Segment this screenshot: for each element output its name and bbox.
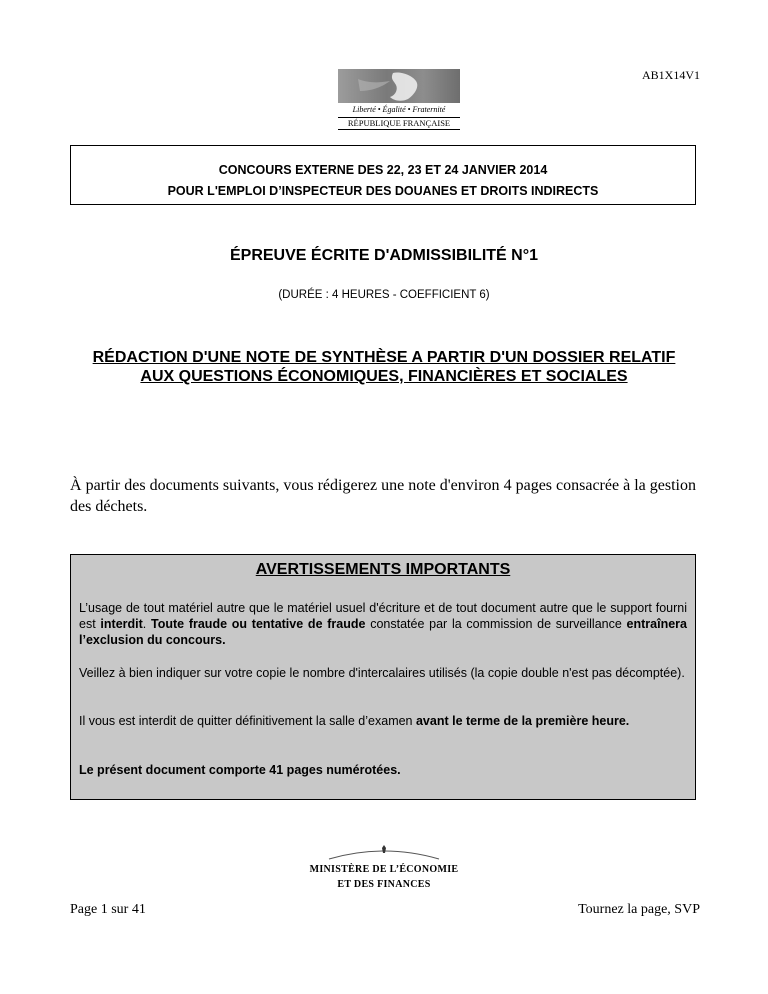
ministere-logo <box>0 845 768 891</box>
avertissement-intercalaires: Veillez à bien indiquer sur votre copie le nombre d'intercalaires utilisés (la copie double n'est pas décomptée). <box>79 666 685 680</box>
avertissement-materiel: L’usage de tout matériel autre que le matériel usuel d'écriture et de tout document autre que le support fourni est interdit. Toute fraude ou tentative de fraude constatée par la commission de surveillance entraînera l’exclusion du concours. <box>79 601 687 647</box>
turn-page-note: Tournez la page, SVP <box>578 902 700 917</box>
avertissements-title: AVERTISSEMENTS IMPORTANTS <box>255 561 511 578</box>
document-code: AB1X14V1 <box>641 68 700 82</box>
logo-motto: Liberté • Égalité • Fraternité <box>352 105 446 114</box>
intro-paragraph: À partir des documents suivants, vous rédigerez une note d'environ 4 pages consacrée à la gestion des déchets. <box>70 477 696 515</box>
logo-republique-text: RÉPUBLIQUE FRANÇAISE <box>338 117 460 130</box>
concours-line-1: CONCOURS EXTERNE DES 22, 23 ET 24 JANVIER 2014 <box>218 163 548 177</box>
ministere-emblem-icon <box>324 845 444 861</box>
concours-box <box>70 145 696 205</box>
page-number: Page 1 sur 41 <box>70 902 146 917</box>
epreuve-duree: (DURÉE : 4 HEURES - COEFFICIENT 6) <box>278 289 490 301</box>
avertissement-pages: Le présent document comporte 41 pages numérotées. <box>79 763 401 777</box>
marianne-emblem <box>338 69 460 103</box>
avertissements-box <box>70 554 696 800</box>
sujet-title: RÉDACTION D'UNE NOTE DE SYNTHÈSE A PARTIR D'UN DOSSIER RELATIF AUX QUESTIONS ÉCONOMIQUES, FINANCIÈRES ET SOCIALES <box>92 349 676 385</box>
ministere-line-2: ET DES FINANCES <box>337 879 431 890</box>
avertissement-sortie: Il vous est interdit de quitter définitivement la salle d’examen avant le terme de la première heure. <box>79 714 630 728</box>
republique-logo <box>338 69 460 130</box>
ministere-line-1: MINISTÈRE DE L’ÉCONOMIE <box>309 864 459 875</box>
epreuve-title: ÉPREUVE ÉCRITE D'ADMISSIBILITÉ N°1 <box>229 247 539 264</box>
concours-line-2: POUR L'EMPLOI D’INSPECTEUR DES DOUANES ET DROITS INDIRECTS <box>167 184 599 198</box>
